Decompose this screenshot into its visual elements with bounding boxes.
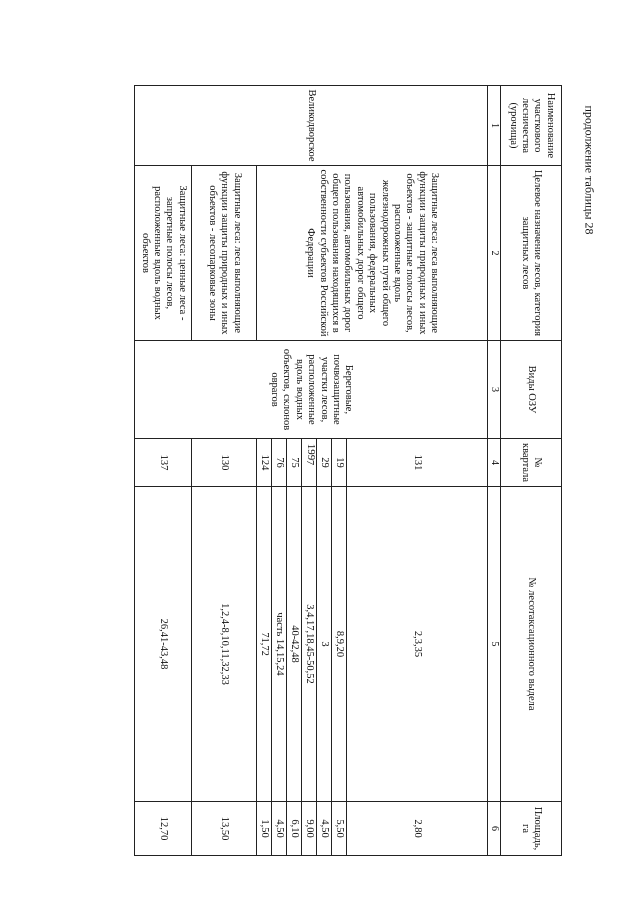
col-number: 6 <box>488 802 501 856</box>
kvartal-cell: 75 <box>287 439 302 487</box>
vydel-cell: 1,2,4-8,10,11,32,33 <box>192 487 257 802</box>
category-cell: Защитные леса: леса выполняющие функции защиты природных и иных объектов - лесопарковые зоны <box>192 166 257 341</box>
header-vydel: № лесотаксационного выдела <box>501 487 562 802</box>
area-cell: 4,50 <box>317 802 332 856</box>
vydel-cell: 2,3,35 <box>347 487 488 802</box>
col-number: 1 <box>488 86 501 166</box>
category-cell <box>257 166 488 341</box>
header-ozu: Виды ОЗУ <box>501 341 562 439</box>
area-cell: 5,50 <box>332 802 347 856</box>
category-cell: Защитные леса: ценные леса - запретные полосы лесов, расположенные вдоль водных объектов <box>135 166 192 341</box>
ozu-cell <box>135 341 488 439</box>
area-cell: 4,50 <box>272 802 287 856</box>
forest-table <box>134 85 562 856</box>
header-purpose: Целевое назначение лесов, категория защитных лесов <box>501 166 562 341</box>
kvartal-cell: 131 <box>347 439 488 487</box>
table-row <box>192 86 257 856</box>
table-row <box>347 86 488 856</box>
header-area: Площадь, га <box>501 802 562 856</box>
kvartal-cell: 7 <box>302 439 317 487</box>
ozu-text: Береговые, почвозащитные участки лесов, расположенные вдоль водных объектов, склонов оврагов <box>269 348 355 431</box>
col-number: 2 <box>488 166 501 341</box>
header-kvartal: № квартала <box>501 439 562 487</box>
area-cell: 9,00 <box>302 802 317 856</box>
vydel-cell: 71,72 <box>257 487 272 802</box>
kvartal-cell: 19 <box>332 439 347 487</box>
column-number-row <box>488 86 501 856</box>
vydel-cell: 40-42,48 <box>287 487 302 802</box>
kvartal-cell: 130 <box>192 439 257 487</box>
vydel-cell: 8,9,20 <box>332 487 347 802</box>
area-cell: 12,70 <box>135 802 192 856</box>
vydel-cell: 3 <box>317 487 332 802</box>
vydel-cell: 3,4,17,18,45-50,52 <box>302 487 317 802</box>
header-forestry: Наименование участкового лесничества (урочища) <box>501 86 562 166</box>
area-cell: 2,80 <box>347 802 488 856</box>
forestry-name: Великодворское <box>135 86 488 166</box>
rotated-table-container <box>82 85 562 855</box>
col-number: 5 <box>488 487 501 802</box>
vydel-cell: 26,41-43,48 <box>135 487 192 802</box>
page-number: 199 <box>305 443 317 461</box>
kvartal-cell: 76 <box>272 439 287 487</box>
vydel-cell: часть 14,15,24 <box>272 487 287 802</box>
area-cell: 1,50 <box>257 802 272 856</box>
header-row <box>501 86 562 856</box>
category-text: Защитные леса: леса выполняющие функции защиты природных и иных объектов - защитные полосы лесов, расположенные вдоль железнодорожных путей общего пользования, федеральных автомобильных дорог общего пользования, автомобильных дорог общего пользования находящихся в собственности субъектов Российской Федерации <box>305 169 441 337</box>
col-number: 4 <box>488 439 501 487</box>
table-row <box>135 86 192 856</box>
kvartal-cell: 29 <box>317 439 332 487</box>
area-cell: 13,50 <box>192 802 257 856</box>
kvartal-cell: 137 <box>135 439 192 487</box>
col-number: 3 <box>488 341 501 439</box>
area-cell: 6,10 <box>287 802 302 856</box>
table-caption: продолжение таблицы 28 <box>582 105 597 235</box>
kvartal-cell: 124 <box>257 439 272 487</box>
